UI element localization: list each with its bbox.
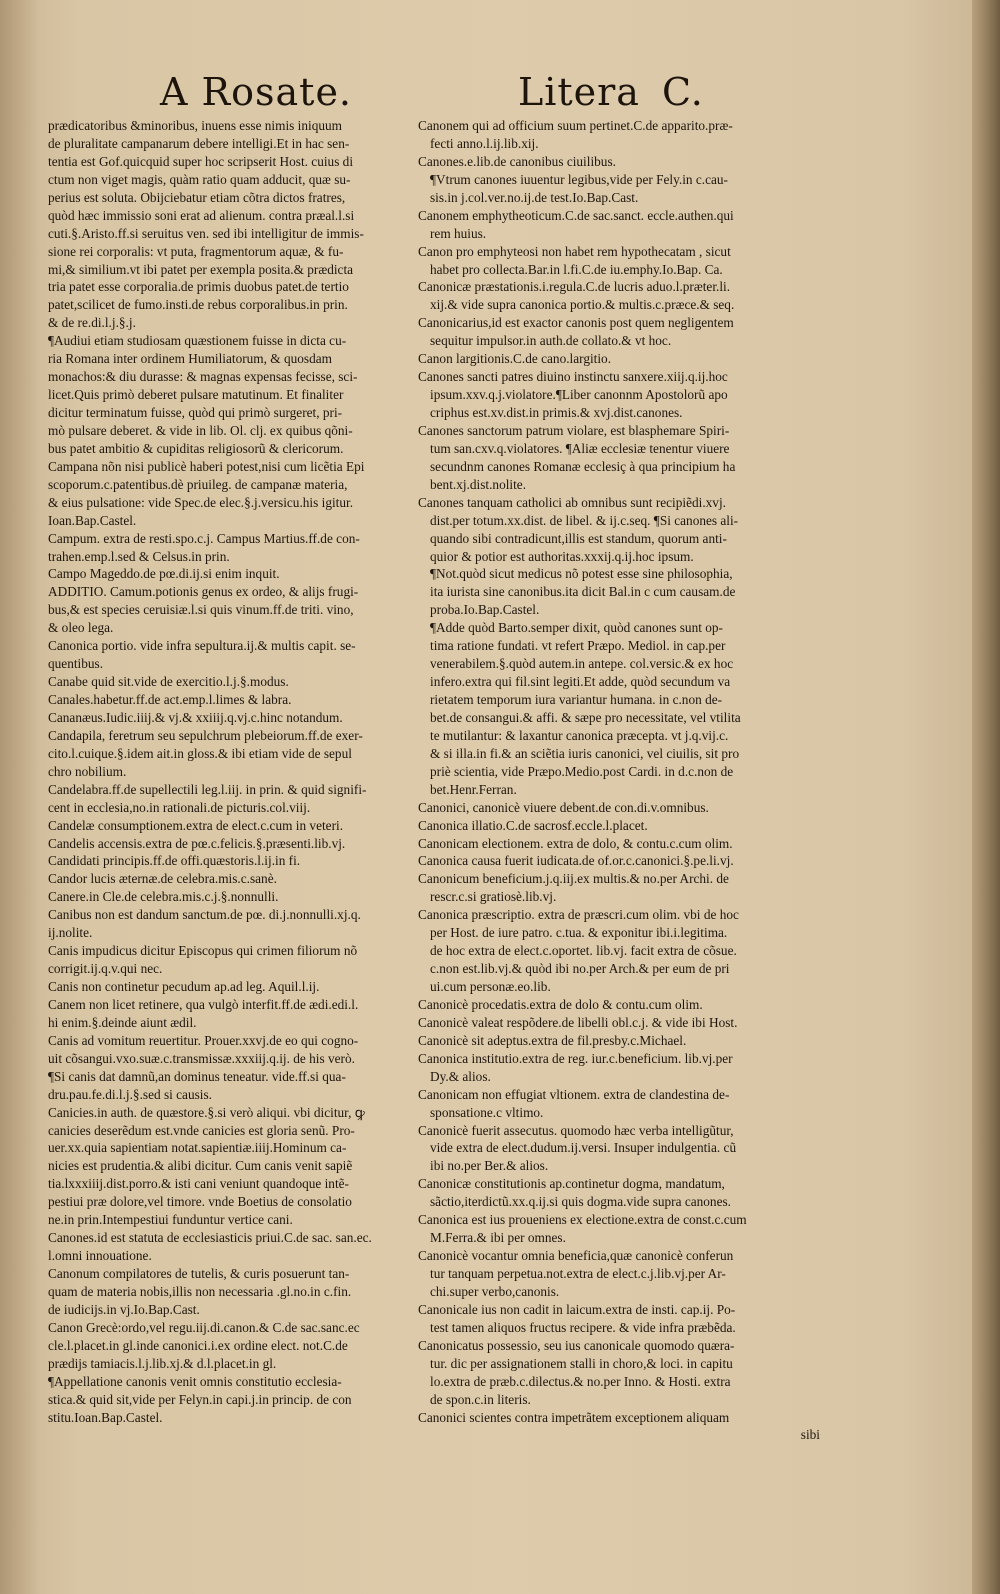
text-line: Canonica institutio.extra de reg. iur.c.beneficium. lib.vj.per xyxy=(418,1050,733,1066)
text-line: ipsum.xxv.q.j.violatore.¶Liber canonnm Apostolorũ apo xyxy=(430,387,728,403)
text-line: rescr.c.si gratiosè.lib.vj. xyxy=(430,889,557,905)
text-line: scoporum.c.patentibus.dè priuileg. de campanæ materia, xyxy=(48,476,348,492)
text-line: monachos:& diu durasse: & magnas expensas fecisse, sci- xyxy=(48,369,358,385)
text-line: stitu.Ioan.Bap.Castel. xyxy=(48,1409,163,1425)
text-line: Canonicè valeat respõdere.de libelli obl.c.j. & vide ibi Host. xyxy=(418,1014,738,1030)
text-line: patet,scilicet de fumo.insti.de rebus corporalibus.in prin. xyxy=(48,297,348,313)
text-line: vide extra de elect.dudum.ij.versi. Insuper indulgentia. cũ xyxy=(430,1140,737,1156)
text-line: cuti.§.Aristo.ff.si seruitus ven. sed ibi intelligitur de immis- xyxy=(48,225,364,241)
text-line: mi,& similium.vt ibi patet per exempla posita.& prædicta xyxy=(48,261,354,277)
text-line: Campum. extra de resti.spo.c.j. Campus Martius.ff.de con- xyxy=(48,530,360,546)
text-line: & de re.di.l.j.§.j. xyxy=(48,315,136,331)
header-right-word: Litera xyxy=(518,70,640,114)
header-right-title xyxy=(518,70,704,114)
text-line: de spon.c.in literis. xyxy=(430,1391,531,1407)
text-line: Canones tanquam catholici ab omnibus sunt recipiẽdi.xvj. xyxy=(418,494,726,510)
text-line: sequitur impulsor.in auth.de collato.& vt hoc. xyxy=(430,333,672,349)
text-line: ¶Not.quòd sicut medicus nõ potest esse sine philosophia, xyxy=(430,566,733,582)
text-line: Canonem qui ad officium suum pertinet.C.de apparito.præ- xyxy=(418,118,733,133)
text-line: Campo Mageddo.de pœ.di.ij.si enim inquit. xyxy=(48,566,280,582)
text-line: venerabilem.§.quòd autem.in antepe. col.versic.& ex hoc xyxy=(430,656,734,672)
text-line: hi enim.§.deinde aiunt ædil. xyxy=(48,1014,197,1030)
text-line: Canere.in Cle.de celebra.mis.c.j.§.nonnulli. xyxy=(48,889,279,905)
text-line: l.omni innouatione. xyxy=(48,1248,152,1264)
text-line: Dy.& alios. xyxy=(430,1068,491,1084)
text-line: uit cõsangui.vxo.suæ.c.transmissæ.xxxiij.q.ij. de his verò. xyxy=(48,1050,355,1066)
text-line: Canonici scientes contra impetrãtem exceptionem aliquam xyxy=(418,1409,730,1425)
text-line: de pluralitate campanarum debere intelligi.Et in hac sen- xyxy=(48,135,350,151)
text-line: tima ratione fundati. vt refert Præpo. Mediol. in cap.per xyxy=(430,638,726,654)
text-line: bus,& est species ceruisiæ.l.si quis vinum.ff.de triti. vino, xyxy=(48,602,354,618)
text-line: ¶Vtrum canones iuuentur legibus,vide per Fely.in c.cau- xyxy=(430,171,728,187)
text-line: Canabe quid sit.vide de exercitio.l.j.§.modus. xyxy=(48,674,289,690)
text-line: mò pulsare deberet. & vide in lib. Ol. clj. ex quibus qõni- xyxy=(48,422,353,438)
text-line: Canonica causa fuerit iudicata.de of.or.c.canonici.§.pe.li.vj. xyxy=(418,853,734,869)
text-line: Canonicarius,id est exactor canonis post quem negligentem xyxy=(418,315,734,331)
text-line: Canones sancti patres diuino instinctu sanxere.xiij.q.ij.hoc xyxy=(418,369,728,385)
text-line: cent in ecclesia,no.in rationali.de picturis.col.viij. xyxy=(48,799,311,815)
text-line: Canis impudicus dicitur Episcopus qui crimen filiorum nõ xyxy=(48,943,358,959)
text-line: ij.nolite. xyxy=(48,925,93,941)
text-line: Canonici, canonicè viuere debent.de con.di.v.omnibus. xyxy=(418,799,709,815)
text-line: te mutilantur: & laxantur canonica præcepta. vt j.q.vij.c. xyxy=(430,727,729,743)
text-line: de iudicijs.in vj.Io.Bap.Cast. xyxy=(48,1301,200,1317)
text-line: Canonicè vocantur omnia beneficia,quæ canonicè conferun xyxy=(418,1248,734,1264)
text-line: ne.in prin.Intempestiui funduntur vertice cani. xyxy=(48,1212,293,1228)
header-left-title: A Rosate. xyxy=(160,70,353,114)
text-line: test tamen aliquos fructus recipere. & vide infra præbẽda. xyxy=(430,1319,736,1335)
text-line: Candelabra.ff.de supellectili leg.l.iij. in prin. & quid signifi- xyxy=(48,781,367,797)
text-line: Canonicæ constitutionis ap.continetur dogma, mandatum, xyxy=(418,1176,725,1192)
page-edge xyxy=(972,0,1000,1594)
text-line: quior & potior est authoritas.xxxij.q.ij.hoc ipsum. xyxy=(430,548,694,564)
text-line: Canicies.in auth. de quæstore.§.si verò aliqui. vbi dicitur, ꝙ xyxy=(48,1104,365,1120)
text-line: uer.xx.quia sapientiam notat.sapientiæ.iiij.Hominum ca- xyxy=(48,1140,347,1156)
text-line: sãctio,iterdictũ.xx.q.ij.si quis dogma.vide supra canones. xyxy=(430,1194,731,1210)
text-line: Canones.e.lib.de canonibus ciuilibus. xyxy=(418,153,616,169)
text-line: habet pro collecta.Bar.in l.fi.C.de iu.emphy.Io.Bap. Ca. xyxy=(430,261,723,277)
text-line: Canonum compilatores de tutelis, & curis posuerunt tan- xyxy=(48,1266,350,1281)
text-line: bet.de consangui.& affi. & sæpe pro necessitate, vel vtilita xyxy=(430,709,741,725)
text-line: chi.super verbo,canonis. xyxy=(430,1283,560,1299)
text-line: licet.Quis primò deberet pulsare matutinum. Et finaliter xyxy=(48,387,344,403)
text-line: lo.extra de præb.c.dilectus.& no.per Inno. & Hosti. extra xyxy=(430,1373,731,1389)
text-line: Candapila, feretrum seu sepulchrum plebeiorum.ff.de exer- xyxy=(48,727,363,743)
text-line: corrigit.ij.q.v.qui nec. xyxy=(48,961,163,977)
text-line: Canonicè procedatis.extra de dolo & contu.cum olim. xyxy=(418,996,703,1012)
text-line: tur tanquam perpetua.not.extra de elect.c.j.lib.vj.per Ar- xyxy=(430,1266,726,1281)
text-line: Canonicale ius non cadit in laicum.extra de insti. cap.ij. Po- xyxy=(418,1301,736,1317)
text-line: per Host. de iure patro. c.tua. & exponitur ibi.i.legitima. xyxy=(430,925,728,941)
text-line: Candor lucis æternæ.de celebra.mis.c.sanè. xyxy=(48,871,277,887)
text-line: tentia est Gof.quicquid super hoc scripserit Host. cuius di xyxy=(48,153,354,169)
text-line: pestiui præ dolore,vel timore. vnde Boetius de consolatio xyxy=(48,1194,352,1210)
text-line: tria patet esse corporalia.de primis duobus patet.de tertio xyxy=(48,279,349,295)
text-line: sponsatione.c vltimo. xyxy=(430,1104,544,1120)
catchword: sibi xyxy=(800,1427,820,1443)
text-line: ui.cum personæ.eo.lib. xyxy=(430,979,551,994)
text-line: Canales.habetur.ff.de act.emp.l.limes & labra. xyxy=(48,692,292,707)
text-line: Campana nõn nisi publicè haberi potest,nisi cum licẽtia Epi xyxy=(48,458,365,474)
text-line: M.Ferra.& ibi per omnes. xyxy=(430,1230,566,1246)
text-line: Canem non licet retinere, qua vulgò interfit.ff.de ædi.edi.l. xyxy=(48,996,359,1012)
text-line: chro nobilium. xyxy=(48,763,127,779)
text-line: de hoc extra de elect.c.oportet. lib.vj. facit extra de cõsue. xyxy=(430,943,737,959)
text-line: nicies est prudentia.& alibi dicitur. Cum canis venit sapiẽ xyxy=(48,1158,353,1174)
text-line: Canon pro emphyteosi non habet rem hypothecatam , sicut xyxy=(418,243,731,259)
text-line: trahen.emp.l.sed & Celsus.in prin. xyxy=(48,548,230,564)
text-line: & eius pulsatione: vide Spec.de elec.§.j.versicu.his igitur. xyxy=(48,494,354,510)
text-line: rietatem temporum iura variantur humana. in c.non de- xyxy=(430,692,723,707)
text-line: ADDITIO. Camum.potionis genus ex ordeo, & alijs frugi- xyxy=(48,584,359,600)
text-line: prædicatoribus &minoribus, inuens esse nimis iniquum xyxy=(48,118,342,133)
text-line: & si illa.in fi.& an sciẽtia iuris canonici, vel ciuilis, sit pro xyxy=(430,745,740,761)
text-line: criphus est.xv.dist.in primis.& xvj.dist.canones. xyxy=(430,405,683,420)
text-line: Canon Grecè:ordo,vel regu.iij.di.canon.& C.de sac.sanc.ec xyxy=(48,1319,360,1335)
text-line: Canones sanctorum patrum violare, est blasphemare Spiri- xyxy=(418,422,730,438)
text-line: tia.lxxxiiij.dist.porro.& isti cani veniunt quandoque intẽ- xyxy=(48,1176,349,1192)
text-line: dist.per totum.xx.dist. de libel. & ij.c.seq. ¶Si canones ali- xyxy=(430,512,739,528)
text-line: & oleo lega. xyxy=(48,620,114,636)
text-line: priè scientia, vide Præpo.Medio.post Cardi. in d.c.non de xyxy=(430,763,734,779)
text-line: ctum non viget magis, quàm ratio quam adducit, quæ su- xyxy=(48,171,351,187)
text-line: Candelis accensis.extra de pœ.c.felicis.§.præsenti.lib.vj. xyxy=(48,835,346,851)
text-line: Canis ad vomitum reuertitur. Prouer.xxvj.de eo qui cogno- xyxy=(48,1032,359,1048)
text-line: perius est soluta. Obijciebatur etiam cõtra dictos fratres, xyxy=(48,189,346,205)
text-line: ¶Audiui etiam studiosam quæstionem fuisse in dicta cu- xyxy=(48,333,347,349)
text-line: cito.l.cuique.§.idem ait.in gloss.& ibi etiam vide de sepul xyxy=(48,745,352,761)
text-line: c.non est.lib.vj.& quòd ibi no.per Arch.& per eum de pri xyxy=(430,961,730,977)
text-line: canicies deserẽdum est.vnde canicies est gloria senũ. Pro- xyxy=(48,1122,355,1138)
text-line: quentibus. xyxy=(48,656,104,672)
text-line: bus patet ambitio & cupiditas religiosorũ & clericorum. xyxy=(48,440,344,456)
text-line: infero.extra qui fil.sint legiti.Et adde, quòd secundum va xyxy=(430,674,731,690)
text-line: ibi no.per Ber.& alios. xyxy=(430,1158,549,1174)
text-line: ¶Adde quòd Barto.semper dixit, quòd canones sunt op- xyxy=(430,620,723,636)
text-line: quòd hæc immissio soni erat ad alienum. contra præal.l.si xyxy=(48,207,355,223)
text-line: Cananæus.Iudic.iiij.& vj.& xxiiij.q.vj.c.hinc notandum. xyxy=(48,709,343,725)
text-line: ¶Appellatione canonis venit omnis constitutio ecclesia- xyxy=(48,1373,342,1389)
text-line: Canonicatus possessio, seu ius canonicale quomodo quæra- xyxy=(418,1337,735,1353)
text-line: Canonicam electionem. extra de dolo, & contu.c.cum olim. xyxy=(418,835,733,851)
text-line: bent.xj.dist.nolite. xyxy=(430,476,527,492)
text-line: ita iurista sine canonibus.ita dicit Bal.in c cum causam.de xyxy=(430,584,736,600)
text-line: rem huius. xyxy=(430,225,487,241)
text-line: tum san.cxv.q.violatores. ¶Aliæ ecclesiæ tenentur viuere xyxy=(430,440,730,456)
text-line: dru.pau.fe.di.l.j.§.sed si causis. xyxy=(48,1086,212,1102)
text-line: Canonicè sit adeptus.extra de fil.presby.c.Michael. xyxy=(418,1032,687,1048)
text-line: sis.in j.col.ver.no.ij.de test.Io.Bap.Cast. xyxy=(430,189,639,205)
text-line: Canon largitionis.C.de cano.largitio. xyxy=(418,351,612,367)
text-line: Canonicam non effugiat vltionem. extra de clandestina de- xyxy=(418,1086,730,1102)
page-gutter-shadow xyxy=(0,0,40,1594)
text-line: cle.l.placet.in gl.inde canonici.i.ex ordine elect. not.C.de xyxy=(48,1337,348,1353)
text-line: dicitur terminatum fuisse, quòd qui primò surgeret, pri- xyxy=(48,405,343,420)
text-line: quando sibi contradicunt,illis est standum, quorum anti- xyxy=(430,530,727,546)
text-line: Candelæ consumptionem.extra de elect.c.cum in veteri. xyxy=(48,817,344,833)
text-line: stica.& quid sit,vide per Felyn.in capi.j.in princip. de con xyxy=(48,1391,352,1407)
text-line: quam de materia nobis,illis non necessaria .gl.no.in c.fin. xyxy=(48,1283,352,1299)
left-text-column xyxy=(48,117,408,1426)
header-right-letter: C. xyxy=(661,70,704,114)
text-line: prædijs tamiacis.l.j.lib.xj.& d.l.placet.in gl. xyxy=(48,1355,277,1371)
text-line: Canonica illatio.C.de sacrosf.eccle.l.placet. xyxy=(418,817,648,833)
text-line: tur. dic per assignationem stalli in choro,& loci. in capitu xyxy=(430,1355,733,1371)
text-line: xij.& vide supra canonica portio.& multis.c.præce.& seq. xyxy=(430,297,735,313)
text-line: Canonicæ præstationis.i.regula.C.de lucris aduo.l.præter.li. xyxy=(418,279,731,295)
text-line: Canibus non est dandum sanctum.de pœ. di.j.nonnulli.xj.q. xyxy=(48,907,361,923)
text-line: Canonica est ius proueniens ex electione.extra de const.c.cum xyxy=(418,1212,747,1228)
text-line: sione rei corporalis: vt puta, fragmentorum aquæ, & fu- xyxy=(48,243,344,259)
text-line: Canones.id est statuta de ecclesiasticis priui.C.de sac. san.ec. xyxy=(48,1230,372,1246)
right-text-column xyxy=(418,117,828,1444)
text-line: Canonicè fuerit assecutus. quomodo hæc verba intelligũtur, xyxy=(418,1122,734,1138)
text-line: Ioan.Bap.Castel. xyxy=(48,512,137,528)
text-line: Canonicum beneficium.j.q.iij.ex multis.& no.per Archi. de xyxy=(418,871,729,887)
text-line: Canonica præscriptio. extra de præscri.cum olim. vbi de hoc xyxy=(418,907,739,923)
text-line: Canis non continetur pecudum ap.ad leg. Aquil.l.ij. xyxy=(48,979,320,994)
text-line: Candidati principis.ff.de offi.quæstoris.l.ij.in fi. xyxy=(48,853,301,869)
text-line: fecti anno.l.ij.lib.xij. xyxy=(430,135,539,151)
text-line: proba.Io.Bap.Castel. xyxy=(430,602,540,618)
text-line: secundnm canones Romanæ ecclesiç à qua principium ha xyxy=(430,458,736,474)
text-line: ¶Si canis dat damnũ,an dominus teneatur. vide.ff.si qua- xyxy=(48,1068,346,1084)
text-line: bet.Henr.Ferran. xyxy=(430,781,517,797)
text-line: Canonem emphytheoticum.C.de sac.sanct. eccle.authen.qui xyxy=(418,207,734,223)
text-line: ria Romana inter ordinem Humiliatorum, & quosdam xyxy=(48,351,332,367)
text-line: Canonica portio. vide infra sepultura.ij.& multis capit. se- xyxy=(48,638,356,654)
